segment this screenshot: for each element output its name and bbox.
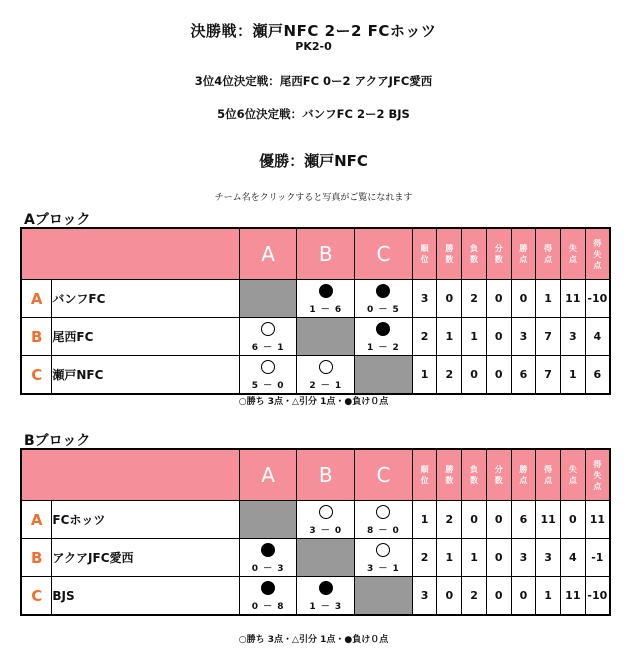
self-match-cell xyxy=(297,539,355,577)
table-row xyxy=(21,318,610,356)
stat-value: 6 xyxy=(511,501,536,539)
stat-value: 1 xyxy=(560,356,585,395)
stat-value: 2 xyxy=(437,501,462,539)
stat-header xyxy=(437,228,462,280)
stat-value: 0 xyxy=(511,577,536,616)
match-score: 0 － 3 xyxy=(251,564,285,574)
match-score: 3 － 1 xyxy=(367,564,400,574)
pk-result: PK2-0 xyxy=(295,40,332,53)
stat-value: 0 xyxy=(462,501,487,539)
stat-header xyxy=(511,449,536,501)
stat-header xyxy=(511,228,536,280)
match-score: 0 － 8 xyxy=(251,602,285,612)
win-circle-icon xyxy=(261,322,275,336)
stat-header xyxy=(412,228,437,280)
table-row xyxy=(21,501,610,539)
stat-value: 4 xyxy=(585,318,610,356)
header-row xyxy=(21,228,610,280)
match-score: 1 － 3 xyxy=(309,602,343,612)
stat-header-label: 分数 xyxy=(494,244,503,264)
block-a-table xyxy=(20,227,611,395)
stat-header-label: 失点 xyxy=(568,244,577,264)
stat-value: -10 xyxy=(585,577,610,616)
stat-value: 0 xyxy=(437,280,462,318)
stat-header-label: 分数 xyxy=(494,465,503,485)
match-result xyxy=(355,280,413,318)
stat-value: 3 xyxy=(412,577,437,616)
header-blank xyxy=(21,228,239,280)
stat-value: 2 xyxy=(462,577,487,616)
match-score: 2 － 1 xyxy=(309,381,343,391)
stat-header xyxy=(585,449,610,501)
team-letter: B xyxy=(21,539,52,577)
stat-header-label: 負数 xyxy=(470,244,479,264)
win-circle-icon xyxy=(376,543,390,557)
stat-value: 0 xyxy=(560,501,585,539)
match-result xyxy=(355,501,413,539)
stat-value: 2 xyxy=(412,539,437,577)
stat-value: 4 xyxy=(560,539,585,577)
stat-value: 0 xyxy=(486,280,511,318)
match-result xyxy=(297,577,355,616)
stat-header xyxy=(536,449,561,501)
column-header-a: A xyxy=(239,228,297,280)
stat-header xyxy=(462,449,487,501)
stat-value: 3 xyxy=(511,539,536,577)
win-circle-icon xyxy=(261,360,275,374)
loss-dot-icon xyxy=(319,284,333,298)
stat-header xyxy=(437,449,462,501)
team-name-link[interactable]: アクアJFC愛西 xyxy=(52,539,239,577)
team-letter: B xyxy=(21,318,52,356)
match-result xyxy=(355,539,413,577)
stat-value: 0 xyxy=(511,280,536,318)
match-score: 1 － 2 xyxy=(367,343,400,353)
stat-value: 6 xyxy=(585,356,610,395)
stat-value: 11 xyxy=(536,501,561,539)
match-result xyxy=(297,501,355,539)
header-blank xyxy=(21,449,239,501)
match-score: 3 － 0 xyxy=(309,526,343,536)
loss-dot-icon xyxy=(319,581,333,595)
stat-header xyxy=(486,449,511,501)
self-match-cell xyxy=(355,356,413,395)
team-letter: C xyxy=(21,577,52,616)
stat-value: 3 xyxy=(560,318,585,356)
stat-header-label: 得点 xyxy=(544,465,553,485)
stat-value: 1 xyxy=(437,539,462,577)
self-match-cell xyxy=(239,280,297,318)
stat-header xyxy=(486,228,511,280)
stat-value: 1 xyxy=(462,539,487,577)
match-score: 8 － 0 xyxy=(367,526,400,536)
stat-value: 6 xyxy=(511,356,536,395)
champion-title: 優勝：瀬戸NFC xyxy=(259,152,368,170)
stat-value: 3 xyxy=(536,539,561,577)
stat-value: 3 xyxy=(412,280,437,318)
photo-note: チーム名をクリックすると写真がご覧になれます xyxy=(214,193,413,203)
stat-value: 11 xyxy=(585,501,610,539)
stat-value: 0 xyxy=(486,501,511,539)
stat-header-label: 得失点 xyxy=(593,459,602,491)
stat-value: 1 xyxy=(412,356,437,395)
loss-dot-icon xyxy=(376,284,390,298)
team-name-link[interactable]: 尾西FC xyxy=(52,318,239,356)
stat-value: 2 xyxy=(437,356,462,395)
stat-value: 3 xyxy=(511,318,536,356)
stat-value: 1 xyxy=(536,577,561,616)
team-name-link[interactable]: FCホッツ xyxy=(52,501,239,539)
match-result xyxy=(355,318,413,356)
stat-header xyxy=(560,228,585,280)
header-row xyxy=(21,449,610,501)
team-letter: A xyxy=(21,501,52,539)
team-name-link[interactable]: バンフFC xyxy=(52,280,239,318)
column-header-c: C xyxy=(355,449,413,501)
stat-value: 11 xyxy=(560,577,585,616)
stat-value: 1 xyxy=(536,280,561,318)
block-a-legend: ○勝ち 3点・△引分 1点・●負け０点 xyxy=(238,397,389,407)
stat-header xyxy=(412,449,437,501)
stat-value: 1 xyxy=(437,318,462,356)
team-name-link[interactable]: 瀬戸NFC xyxy=(52,356,239,395)
stat-header-label: 得点 xyxy=(544,244,553,264)
stat-value: 1 xyxy=(412,501,437,539)
stat-header-label: 失点 xyxy=(568,465,577,485)
stat-header-label: 勝点 xyxy=(519,465,528,485)
stat-header xyxy=(462,228,487,280)
stat-value: 0 xyxy=(486,539,511,577)
table-row xyxy=(21,280,610,318)
stat-header-label: 順位 xyxy=(420,244,429,264)
stat-value: 0 xyxy=(486,577,511,616)
third-place-result: 3位4位決定戦：尾西FC 0ー2 アクアJFC愛西 xyxy=(194,74,433,88)
match-result xyxy=(297,280,355,318)
team-letter: A xyxy=(21,280,52,318)
stat-value: 7 xyxy=(536,318,561,356)
stat-header-label: 負数 xyxy=(470,465,479,485)
stat-value: 0 xyxy=(462,356,487,395)
team-name-link[interactable]: BJS xyxy=(52,577,239,616)
stat-value: 1 xyxy=(462,318,487,356)
stat-value: 0 xyxy=(437,577,462,616)
match-result xyxy=(239,318,297,356)
match-result xyxy=(239,539,297,577)
stat-header-label: 勝点 xyxy=(519,244,528,264)
match-result xyxy=(239,356,297,395)
stat-value: -10 xyxy=(585,280,610,318)
match-score: 0 － 5 xyxy=(367,305,400,315)
stat-value: 0 xyxy=(486,356,511,395)
self-match-cell xyxy=(297,318,355,356)
team-letter: C xyxy=(21,356,52,395)
loss-dot-icon xyxy=(261,543,275,557)
block-a-title: Aブロック xyxy=(24,212,91,228)
stat-header xyxy=(585,228,610,280)
stat-value: 11 xyxy=(560,280,585,318)
loss-dot-icon xyxy=(376,322,390,336)
stat-header-label: 順位 xyxy=(420,465,429,485)
match-score: 5 － 0 xyxy=(251,381,285,391)
self-match-cell xyxy=(239,501,297,539)
table-row xyxy=(21,356,610,395)
table-row xyxy=(21,539,610,577)
column-header-b: B xyxy=(297,228,355,280)
stat-value: 2 xyxy=(412,318,437,356)
match-score: 1 － 6 xyxy=(309,305,343,315)
stat-value: 0 xyxy=(486,318,511,356)
self-match-cell xyxy=(355,577,413,616)
loss-dot-icon xyxy=(261,581,275,595)
stat-header xyxy=(536,228,561,280)
stat-value: 2 xyxy=(462,280,487,318)
column-header-a: A xyxy=(239,449,297,501)
stat-value: 7 xyxy=(536,356,561,395)
block-b-table xyxy=(20,448,611,616)
win-circle-icon xyxy=(319,360,333,374)
stat-header-label: 勝数 xyxy=(445,465,454,485)
block-b-title: Bブロック xyxy=(24,433,91,449)
match-score: 6 － 1 xyxy=(251,343,285,353)
column-header-b: B xyxy=(297,449,355,501)
final-result: 決勝戦：瀬戸NFC 2ー2 FCホッツ xyxy=(190,22,437,40)
stat-header xyxy=(560,449,585,501)
stat-value: -1 xyxy=(585,539,610,577)
win-circle-icon xyxy=(319,505,333,519)
fifth-place-result: 5位6位決定戦：バンフFC 2ー2 BJS xyxy=(217,107,410,121)
stat-header-label: 勝数 xyxy=(445,244,454,264)
column-header-c: C xyxy=(355,228,413,280)
match-result xyxy=(239,577,297,616)
block-b-legend: ○勝ち 3点・△引分 1点・●負け０点 xyxy=(238,635,389,645)
table-row xyxy=(21,577,610,616)
stat-header-label: 得失点 xyxy=(593,238,602,270)
match-result xyxy=(297,356,355,395)
win-circle-icon xyxy=(376,505,390,519)
